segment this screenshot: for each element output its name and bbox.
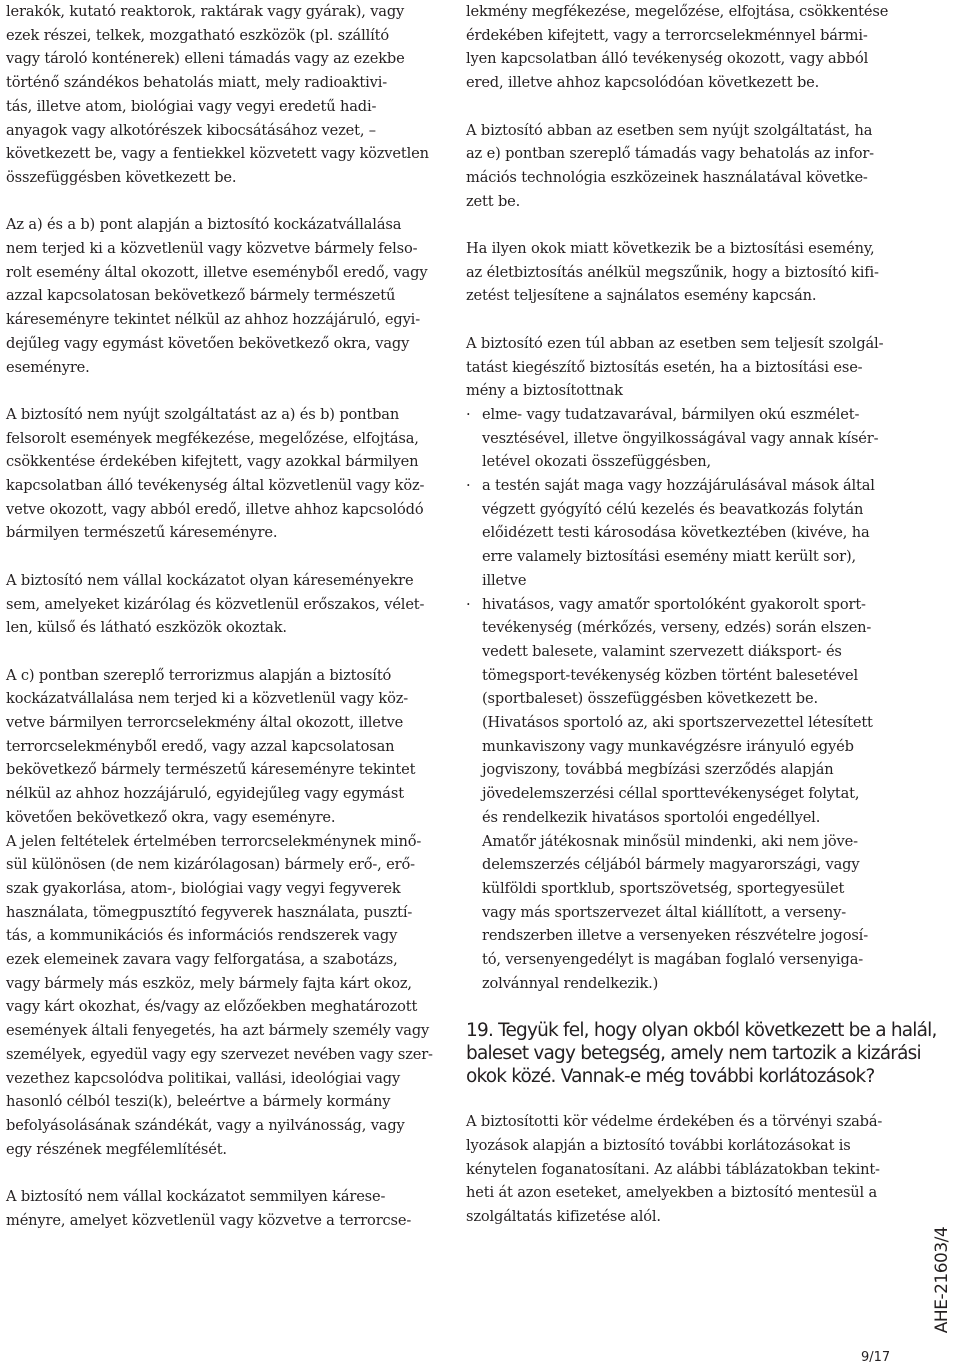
text-line: rolt esemény által okozott, illetve eseményből eredő, vagy — [6, 263, 428, 281]
text-line: történő szándékos behatolás miatt, mely radioaktivi- — [6, 74, 388, 92]
text-line: egy részének megfélemlítését. — [6, 1140, 227, 1158]
paragraph-it-attack — [466, 119, 898, 214]
text-line: (Hivatásos sportoló az, aki sportszervezettel létesített — [482, 714, 873, 732]
paragraph-violent-means — [6, 569, 438, 640]
text-line: kapcsolatban álló tevékenység által közvetlenül vagy köz- — [6, 477, 425, 495]
paragraph-radioactive-attack — [6, 0, 438, 190]
heading-line: okok közé. Vannak-e még további korlátozások? — [466, 1066, 875, 1088]
text-line: zett be. — [466, 192, 521, 210]
text-line: A biztosító nem nyújt szolgáltatást az a) és b) pontban — [6, 405, 400, 423]
paragraph-no-risk-terror-prevention — [6, 1185, 438, 1232]
text-line: tó, versenyengedélyt is magában foglaló versenyiga- — [482, 951, 864, 969]
text-line: és rendelkezik hivatásos sportolói engedéllyel. — [482, 808, 821, 826]
text-line: A biztosítotti kör védelme érdekében és a törvényi szabá- — [466, 1113, 883, 1131]
heading-line: 19. Tegyük fel, hogy olyan okból következett be a halál, — [466, 1020, 937, 1042]
text-line: Amatőr játékosnak minősül mindenki, aki nem jöve- — [482, 832, 858, 850]
text-line: tás, a kommunikációs és információs rendszerek vagy — [6, 927, 398, 945]
text-line: Ha ilyen okok miatt következik be a biztosítási esemény, — [466, 240, 875, 257]
text-line: erre valamely biztosítási esemény miatt került sor), — [482, 548, 856, 566]
paragraph-terrorism-definition — [6, 830, 438, 1162]
text-line: vetve okozott, vagy abból eredő, illetve ahhoz kapcsolódó — [6, 500, 424, 518]
text-line: előidézett testi károsodása következtében (kivéve, ha — [482, 524, 870, 542]
text-line: munkaviszony vagy munkavégzésre irányuló egyéb — [482, 737, 854, 755]
text-line: lyen kapcsolatban álló tevékenység okozott, vagy abból — [466, 50, 869, 68]
text-line: ményre, amelyet közvetlenül vagy közvetve a terrorcse- — [6, 1211, 412, 1229]
text-line: A biztosító nem vállal kockázatot olyan káreseményekre — [6, 571, 414, 589]
text-line: heti át azon eseteket, amelyekben a biztosító mentesül a — [466, 1184, 878, 1202]
text-line: káreseményre tekintet nélkül az ahhoz hozzájáruló, egyi- — [6, 311, 420, 329]
text-line: lekmény megfékezése, megelőzése, elfojtása, csökkentése — [466, 3, 889, 20]
exclusion-bullet-list — [466, 403, 898, 996]
text-line: következett be, vagy a fentiekkel közvetett vagy közvetlen — [6, 145, 429, 163]
text-line: a testén saját maga vagy hozzájárulásával mások által — [482, 477, 875, 495]
text-line: ezek elemeinek zavara vagy felforgatása, a szabotázs, — [6, 951, 398, 969]
text-line: sül különösen (de nem kizárólagosan) bármely erő-, erő- — [6, 856, 415, 874]
text-line: az életbiztosítás anélkül megszűnik, hogy a biztosító kifi- — [466, 263, 879, 281]
text-line: illetve — [482, 571, 527, 589]
text-line: A jelen feltételek értelmében terrorcselekménynek minő- — [6, 832, 422, 850]
text-line: érdekében kifejtett, vagy a terrorcselekménnyel bármi- — [466, 26, 868, 44]
document-code — [927, 1210, 957, 1350]
text-line: események általi fenyegetés, ha azt bármely személy vagy — [6, 1022, 430, 1040]
text-line: mációs technológia eszközeinek használatával követke- — [466, 168, 868, 186]
text-line: külföldi sportklub, sportszövetség, sportegyesület — [482, 879, 845, 897]
text-line: A biztosító nem vállal kockázatot semmilyen kárese- — [6, 1188, 386, 1206]
text-line: vagy kárt okozhat, és/vagy az előzőekben meghatározott — [6, 998, 418, 1016]
text-line: dejűleg vagy egymást követően bekövetkező okra, vagy — [6, 334, 410, 352]
text-line: ered, illetve ahhoz kapcsolódóan következett be. — [466, 74, 820, 92]
bullet-marker: · — [466, 595, 471, 613]
text-line: bármilyen természetű káreseményre. — [6, 524, 278, 542]
text-line: zetést teljesítene a sajnálatos esemény kapcsán. — [466, 287, 817, 305]
text-line: Az a) és a b) pont alapján a biztosító kockázatvállalása — [6, 216, 402, 234]
text-line: az e) pontban szereplő támadás vagy behatolás az infor- — [466, 145, 874, 163]
text-line: sem, amelyeket kizárólag és közvetlenül erőszakos, vélet- — [6, 595, 425, 613]
text-line: csökkentése érdekében kifejtett, vagy azokkal bármilyen — [6, 453, 419, 471]
text-line: végzett gyógyító célú kezelés és beavatkozás folytán — [482, 500, 864, 518]
text-line: vezethez kapcsolódva politikai, vallási, ideológiai vagy — [6, 1069, 401, 1087]
professional-athlete-note — [482, 711, 898, 830]
text-line: mény a biztosítottnak — [466, 382, 623, 400]
text-line: A biztosító abban az esetben sem nyújt szolgáltatást, ha — [466, 121, 873, 139]
text-line: vetve bármilyen terrorcselekmény által okozott, illetve — [6, 714, 404, 732]
amateur-athlete-note — [482, 830, 898, 996]
text-line: vagy tároló konténerek) elleni támadás vagy az ezekbe — [6, 50, 405, 68]
text-line: lerakók, kutató reaktorok, raktárak vagy gyárak), vagy — [6, 3, 405, 20]
text-line: tevékenység (mérkőzés, verseny, edzés) során elszen- — [482, 619, 872, 637]
page-number: 9/17 — [861, 1350, 891, 1365]
text-line: szolgáltatás kifizetése alól. — [466, 1207, 661, 1225]
bullet-marker: · — [466, 477, 471, 495]
heading-line: baleset vagy betegség, amely nem tartozik a kizárási — [466, 1043, 921, 1065]
text-line: zolvánnyal rendelkezik.) — [482, 974, 659, 992]
text-line: azzal kapcsolatosan bekövetkező bármely természetű — [6, 287, 396, 305]
bullet-marker: · — [466, 405, 471, 423]
paragraph-life-insurance-termination — [466, 237, 898, 308]
paragraph-further-restrictions — [466, 1110, 898, 1229]
text-line: letével okozati összefüggésben, — [482, 453, 712, 471]
text-line: rendszerben illetve a versenyeken részvételre jogosí- — [482, 927, 868, 945]
document-code-text: AHE-21603/4 — [932, 1226, 952, 1334]
text-line: követően bekövetkező okra, vagy eseményre. — [6, 808, 336, 826]
text-line: hasonló célból teszi(k), beleértve a bármely kormány — [6, 1093, 391, 1111]
paragraph-no-service-prevention — [6, 403, 438, 545]
text-line: kockázatvállalása nem terjed ki a közvetlenül vagy köz- — [6, 690, 409, 708]
text-line: nem terjed ki a közvetlenül vagy közvetve bármely felso- — [6, 240, 418, 258]
text-line: bekövetkező bármely természetű káreseményre tekintet — [6, 761, 416, 779]
left-column — [6, 0, 438, 1232]
right-column — [466, 0, 937, 1252]
list-item — [466, 403, 898, 474]
text-line: terrorcselekményből eredő, vagy azzal kapcsolatosan — [6, 737, 395, 755]
text-line: vesztésével, illetve öngyilkosságával vagy annak kísér- — [482, 429, 879, 447]
text-line: eseményre. — [6, 358, 90, 376]
text-line: szak gyakorlása, atom-, biológiai vagy vegyi fegyverek — [6, 879, 401, 897]
text-line: befolyásolásának szándékát, vagy a nyilvánosság, vagy — [6, 1116, 405, 1134]
text-line: ezek részei, telkek, mozgatható eszközök (pl. szállító — [6, 26, 390, 44]
text-line: nélkül az ahhoz hozzájáruló, egyidejűleg vagy egymást — [6, 785, 404, 803]
text-line: vagy más sportszervezet által kiállított, a verseny- — [482, 903, 847, 921]
paragraph-supplementary-insurance — [466, 332, 898, 403]
text-line: vagy bármely más eszköz, mely bármely fajta kárt okoz, — [6, 974, 412, 992]
text-line: vedett balesete, valamint szervezett diáksport- és — [482, 642, 842, 660]
list-item — [466, 593, 898, 996]
list-item — [466, 474, 898, 593]
text-line: (sportbaleset) összefüggésben következett be. — [482, 690, 818, 708]
paragraph-risk-coverage-exclusion — [6, 213, 438, 379]
text-line: len, külső és látható eszközök okoztak. — [6, 619, 287, 637]
text-line: lyozások alapján a biztosító további korlátozásokat is — [466, 1136, 851, 1154]
text-line: használata, tömegpusztító fegyverek használata, pusztí- — [6, 903, 413, 921]
text-line: A c) pontban szereplő terrorizmus alapján a biztosító — [6, 666, 392, 684]
text-line: tatást kiegészítő biztosítás esetén, ha a biztosítási ese- — [466, 358, 863, 376]
text-line: jövedelemszerzési céllal sporttevékenységet folytat, — [482, 785, 860, 803]
text-line: delemszerzés céljából bármely magyarországi, vagy — [482, 856, 860, 874]
text-line: elme- vagy tudatzavarával, bármilyen okú eszmélet- — [482, 405, 860, 423]
paragraph-terror-continuation — [466, 0, 898, 95]
text-line: felsorolt események megfékezése, megelőzése, elfojtása, — [6, 429, 419, 447]
section-heading-19 — [466, 1019, 937, 1088]
text-line: személyek, egyedül vagy egy szervezet nevében vagy szer- — [6, 1045, 433, 1063]
text-line: kénytelen foganatosítani. Az alábbi táblázatokban tekint- — [466, 1160, 880, 1178]
text-line: hivatásos, vagy amatőr sportolóként gyakorolt sport- — [482, 595, 866, 613]
text-line: tömegsport-tevékenység közben történt balesetével — [482, 666, 859, 684]
text-line: jogviszony, továbbá megbízási szerződés alapján — [482, 761, 834, 779]
text-line: tás, illetve atom, biológiai vagy vegyi eredetű hadi- — [6, 97, 377, 115]
text-line: A biztosító ezen túl abban az esetben sem teljesít szolgál- — [466, 334, 884, 352]
text-line: összefüggésben következett be. — [6, 168, 237, 186]
text-line: anyagok vagy alkotórészek kibocsátásához vezet, – — [6, 121, 376, 139]
paragraph-terrorism-coverage — [6, 664, 438, 830]
